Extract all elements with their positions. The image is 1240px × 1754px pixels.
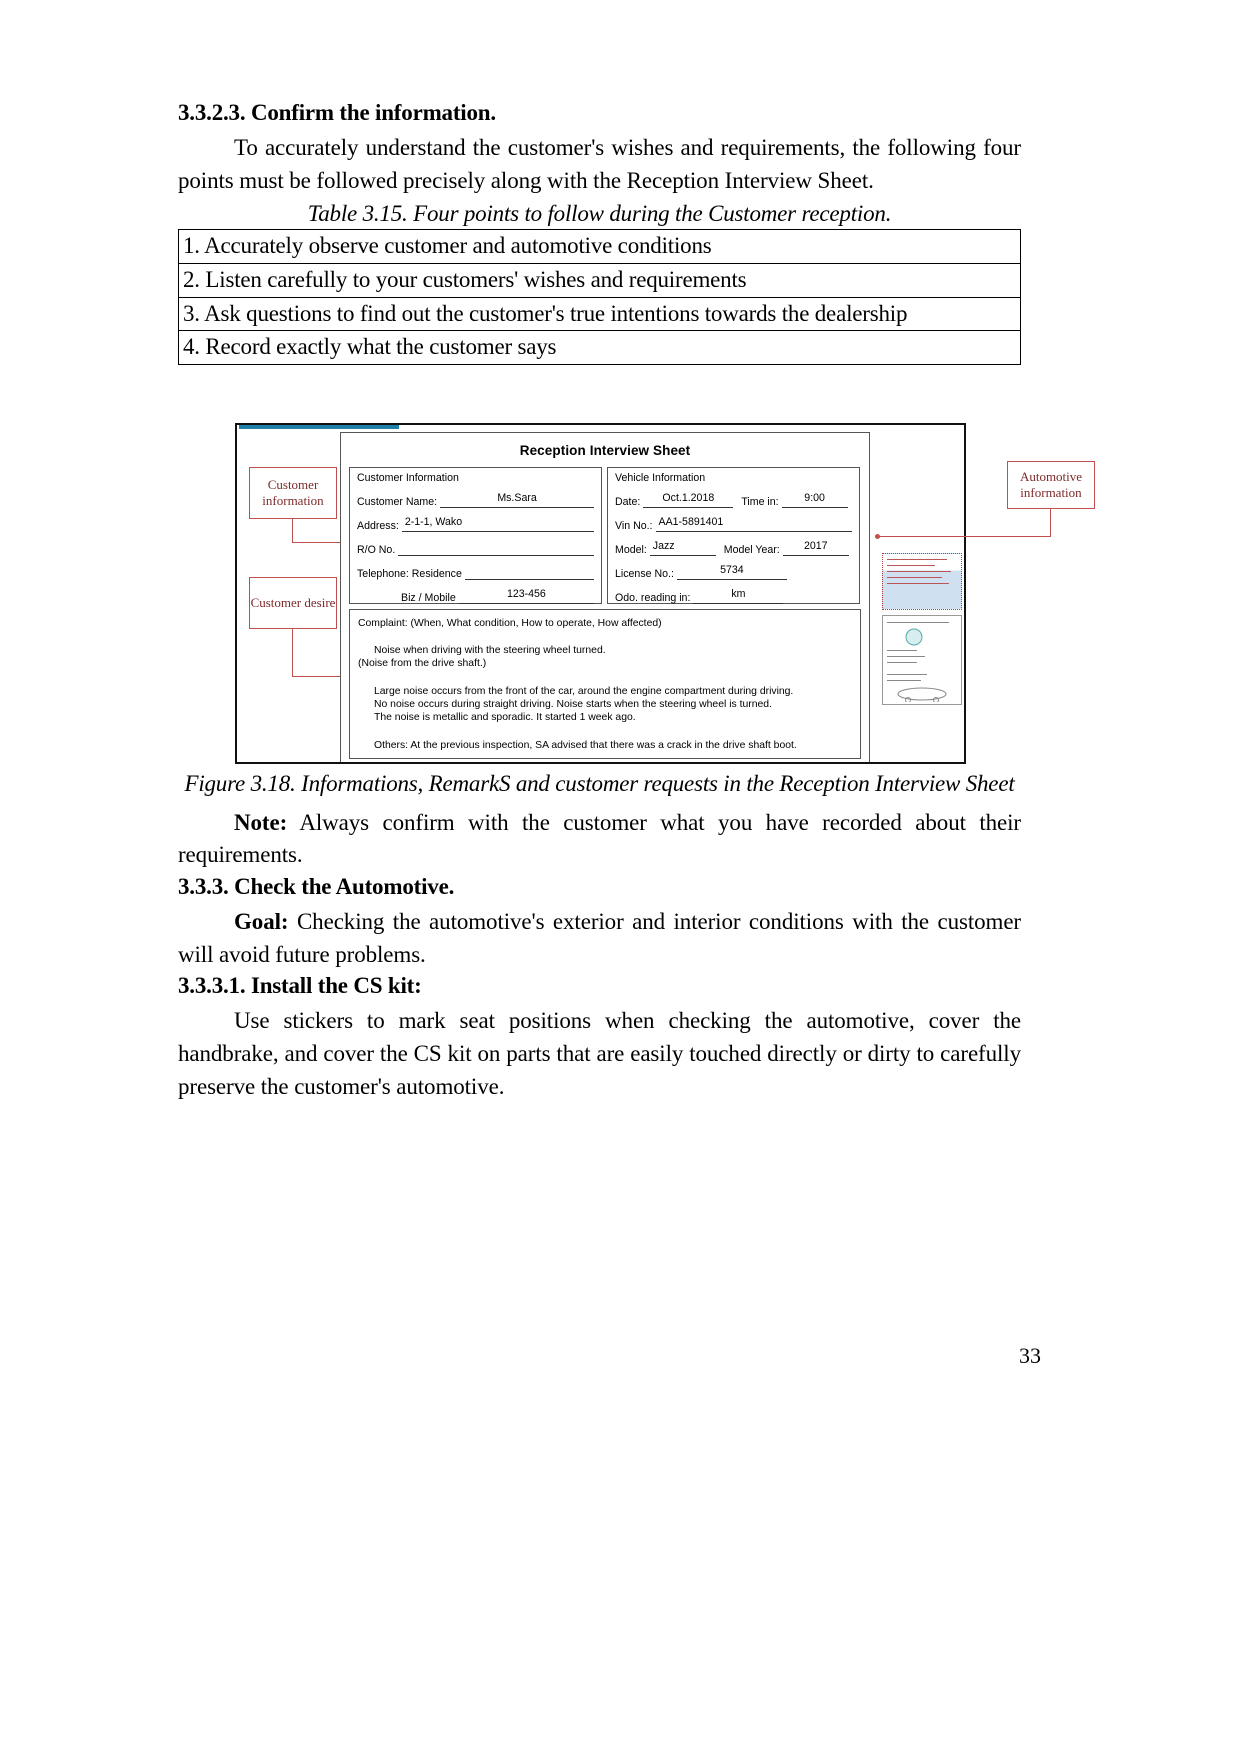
customer-name-label: Customer Name: bbox=[357, 495, 438, 508]
sheet-title: Reception Interview Sheet bbox=[519, 442, 691, 458]
field-customer-name bbox=[357, 493, 594, 508]
address-label: Address: bbox=[357, 519, 399, 532]
callout-customer-information: Customer information bbox=[249, 467, 337, 519]
sheet-info-row bbox=[349, 467, 861, 604]
odo-reading-value[interactable]: km bbox=[693, 589, 783, 604]
cs-kit-paragraph: Use stickers to mark seat positions when checking the automotive, cover the handbrake, and cover the CS kit on parts that are easily touched directly or dirty to carefully preserve the customer's automotive. bbox=[178, 1008, 1021, 1099]
field-vin-no bbox=[615, 517, 852, 532]
field-telephone-residence bbox=[357, 565, 594, 580]
vin-no-value[interactable]: AA1-5891401 bbox=[656, 517, 853, 532]
field-ro-no bbox=[357, 541, 594, 556]
license-no-value[interactable]: 5734 bbox=[677, 565, 787, 580]
page-number: 33 bbox=[1019, 1343, 1041, 1368]
table-cell-point-4: 4. Record exactly what the customer says bbox=[179, 331, 1021, 365]
biz-mobile-label: Biz / Mobile bbox=[401, 591, 456, 604]
date-value[interactable]: Oct.1.2018 bbox=[643, 493, 733, 508]
vehicle-information-heading: Vehicle Information bbox=[615, 471, 706, 484]
customer-information-heading: Customer Information bbox=[357, 471, 459, 484]
thumbnail-sheet-top bbox=[882, 553, 962, 610]
field-model-year bbox=[615, 541, 852, 556]
sheet-bottom-stub bbox=[349, 763, 861, 764]
field-address bbox=[357, 517, 594, 532]
note-text: Always confirm with the customer what you have recorded about their requirements. bbox=[178, 809, 1021, 868]
field-biz-mobile bbox=[357, 589, 594, 604]
complaint-line-4: No noise occurs during straight driving. Noise starts when the steering wheel is turned. bbox=[374, 698, 772, 710]
complaint-line-3: Large noise occurs from the front of the car, around the engine compartment during driving. bbox=[374, 685, 794, 697]
table-row bbox=[179, 331, 1021, 365]
table-cell-point-2: 2. Listen carefully to your customers' wishes and requirements bbox=[179, 263, 1021, 297]
connector-customer-desire bbox=[292, 629, 293, 677]
figure-3-18 bbox=[178, 423, 1083, 763]
table-row bbox=[179, 230, 1021, 264]
intro-paragraph: To accurately understand the customer's wishes and requirements, the following four points must be followed precisely along with the Reception Interview Sheet. bbox=[178, 135, 1021, 193]
telephone-residence-label: Telephone: Residence bbox=[357, 567, 462, 580]
field-license-no bbox=[615, 565, 852, 580]
time-in-value[interactable]: 9:00 bbox=[782, 493, 848, 508]
complaint-box bbox=[349, 609, 861, 759]
license-no-label: License No.: bbox=[615, 567, 674, 580]
customer-name-value[interactable]: Ms.Sara bbox=[440, 493, 594, 508]
connector-automotive-information-horizontal bbox=[878, 536, 1051, 537]
figure-top-accent-bar bbox=[239, 425, 399, 429]
ro-no-value[interactable] bbox=[398, 541, 594, 556]
telephone-residence-value[interactable] bbox=[465, 565, 594, 580]
complaint-line-2: (Noise from the drive shaft.) bbox=[358, 658, 487, 670]
vin-no-label: Vin No.: bbox=[615, 519, 653, 532]
model-year-value[interactable]: 2017 bbox=[783, 541, 849, 556]
note-paragraph bbox=[178, 807, 1021, 872]
ro-no-label: R/O No. bbox=[357, 543, 396, 556]
figure-frame bbox=[235, 423, 966, 764]
table-cell-point-3: 3. Ask questions to find out the customer's true intentions towards the dealership bbox=[179, 297, 1021, 331]
goal-label: Goal: bbox=[234, 908, 289, 934]
biz-mobile-value[interactable]: 123-456 bbox=[459, 589, 594, 604]
connector-dot-automotive-information bbox=[875, 534, 880, 539]
model-year-label: Model Year: bbox=[723, 543, 780, 556]
goal-text: Checking the automotive's exterior and interior conditions with the customer will avoid future problems. bbox=[178, 908, 1021, 967]
address-value[interactable]: 2-1-1, Wako bbox=[402, 517, 594, 532]
four-points-table bbox=[178, 229, 1021, 364]
odo-reading-label: Odo. reading in: bbox=[615, 591, 691, 604]
table-row bbox=[179, 297, 1021, 331]
complaint-line-others: Others: At the previous inspection, SA advised that there was a crack in the drive shaft boot. bbox=[374, 739, 797, 751]
vehicle-information-box bbox=[607, 467, 860, 604]
section-heading-3323: 3.3.2.3. Confirm the information. bbox=[178, 100, 496, 125]
customer-information-box bbox=[349, 467, 602, 604]
connector-customer-information bbox=[292, 519, 293, 543]
section-heading-3331: 3.3.3.1. Install the CS kit: bbox=[178, 973, 422, 999]
note-label: Note: bbox=[234, 809, 288, 835]
field-date-time bbox=[615, 493, 852, 508]
section-heading-333: 3.3.3. Check the Automotive. bbox=[178, 873, 455, 899]
connector-automotive-information bbox=[1050, 509, 1051, 537]
field-odo-reading bbox=[615, 589, 852, 604]
date-label: Date: bbox=[615, 495, 641, 508]
thumbnail-sheet-bottom bbox=[882, 615, 962, 705]
table-row bbox=[179, 263, 1021, 297]
model-label: Model: bbox=[615, 543, 647, 556]
model-value[interactable]: Jazz bbox=[650, 541, 716, 556]
complaint-line-1: Noise when driving with the steering wheel turned. bbox=[374, 645, 606, 656]
page-content bbox=[178, 100, 1083, 1103]
time-in-label: Time in: bbox=[741, 495, 779, 508]
goal-paragraph bbox=[178, 906, 1021, 971]
callout-automotive-information: Automotive information bbox=[1007, 461, 1095, 509]
reception-interview-sheet bbox=[340, 432, 870, 764]
complaint-line-5: The noise is metallic and sporadic. It started 1 week ago. bbox=[374, 712, 636, 724]
table-caption: Table 3.15. Four points to follow during the Customer reception. bbox=[307, 201, 892, 227]
complaint-heading: Complaint: (When, What condition, How to operate, How affected) bbox=[358, 617, 662, 629]
table-cell-point-1: 1. Accurately observe customer and automotive conditions bbox=[179, 230, 1021, 264]
figure-caption: Figure 3.18. Informations, RemarkS and customer requests in the Reception Interview Sheet bbox=[184, 770, 1015, 796]
callout-customer-desire: Customer desire bbox=[249, 577, 337, 629]
